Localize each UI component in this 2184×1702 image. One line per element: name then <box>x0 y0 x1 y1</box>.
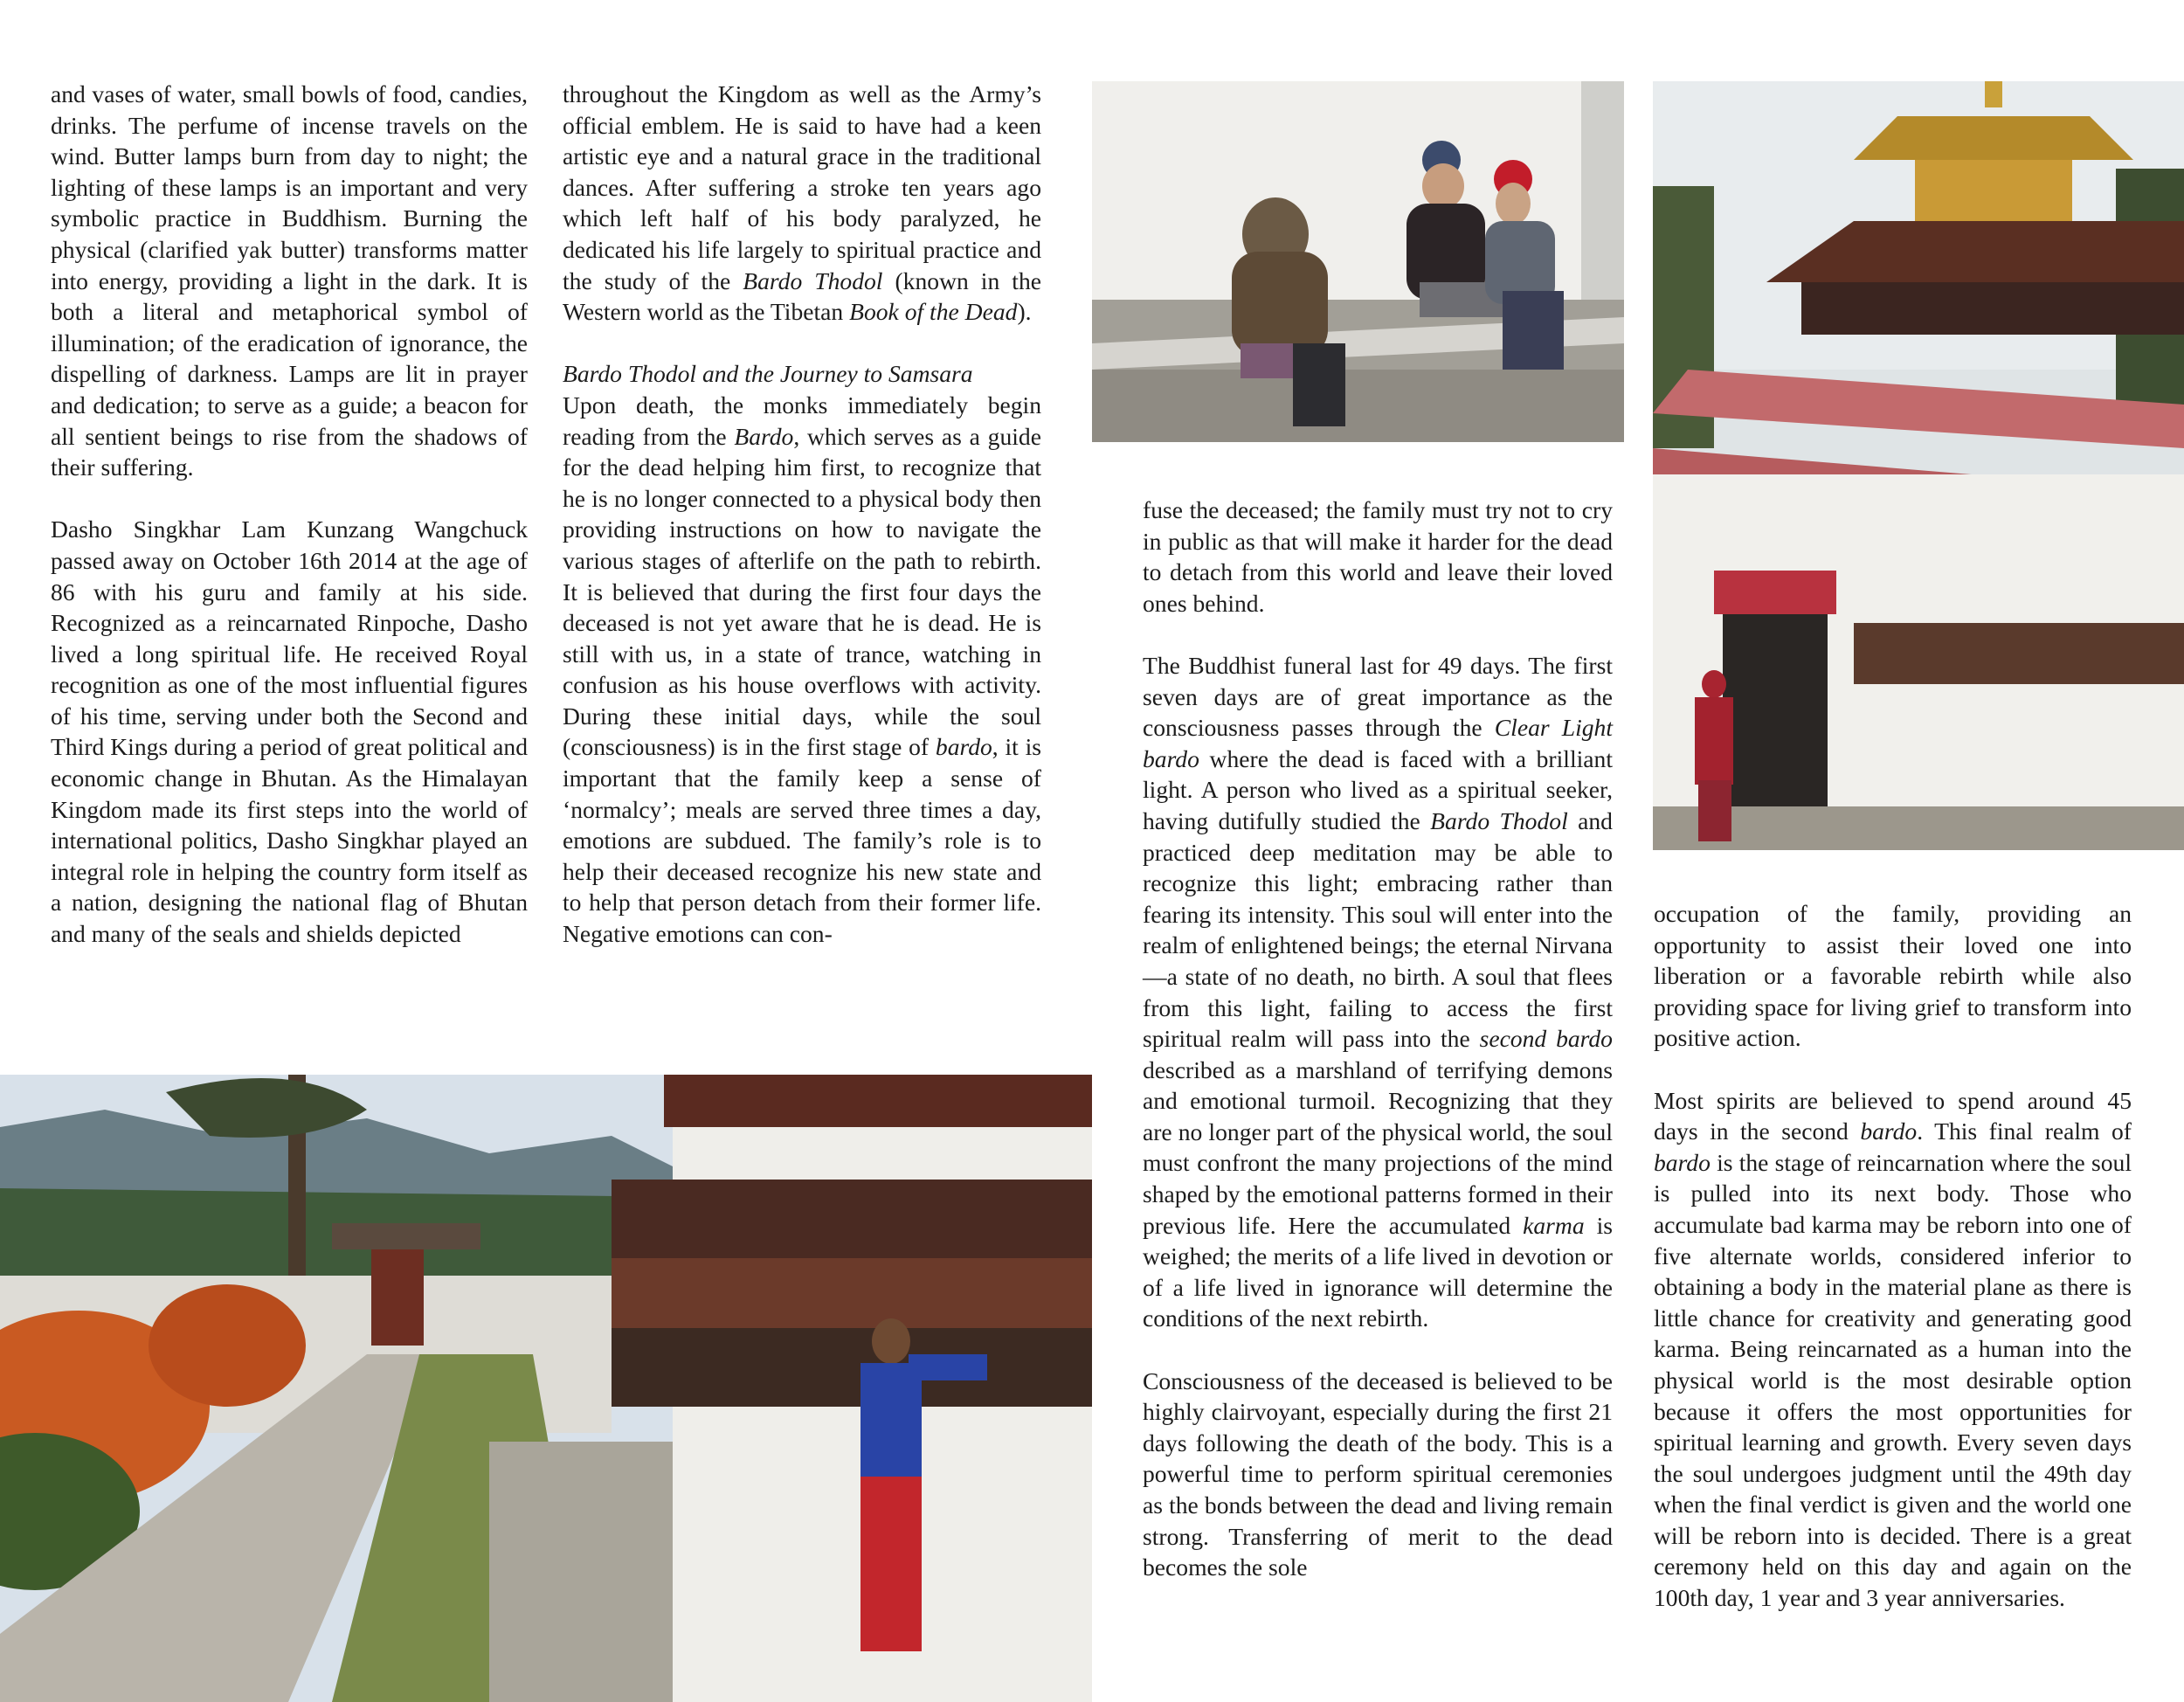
paragraph: Consciousness of the deceased is believed to be highly clairvoyant, especially during the first 21 days following the death of the body. This is a powerful time to perform spiritual ceremonies as the bonds between the dead and living remain strong. Transferring of merit to the dead becomes the sole <box>1143 1366 1613 1581</box>
section-heading: Bardo Thodol and the Journey to Samsara <box>563 360 973 388</box>
paragraph: throughout the Kingdom as well as the Army’s official emblem. He is said to have had a keen artistic eye and a natural grace in the traditional dances. After suffering a stroke ten years ago which left half of his body paralyzed, he dedicated his life largely to spiritual practice and the study of the Bardo Thodol (known in the Western world as the Tibetan Book of the Dead). <box>563 80 1041 326</box>
paragraph: Upon death, the monks immediately begin reading from the Bardo, which serves as a guide for the dead helping him first, to recognize that he is no longer connected to a physical body then providing instructions on how to navigate the various stages of afterlife on the path to rebirth. It is believed that during the first four days the deceased is not yet aware that he is dead. He is still with us, in a state of trance, watching in confusion as his house overflows with activity. During these initial days, while the soul (consciousness) is in the first stage of bardo, it is important that the family keep a sense of ‘normalcy’; meals are served three times a day, emotions are subdued. The family’s role is to help their deceased recognize his new state and to help that person detach from their former life. Negative emotions can con- <box>563 391 1041 948</box>
paragraph: occupation of the family, providing an opportunity to assist their loved one into liberation or a favorable rebirth while also providing space for living grief to transform into positive action. <box>1654 900 2132 1052</box>
text-column-2 <box>563 79 1041 950</box>
paragraph: Most spirits are believed to spend around 45 days in the second bardo. This final realm of bardo is the stage of reincarnation where the soul is pulled into its next body. Those who accumulate bad karma may be reborn into one of five alternate worlds, considered inferior to obtaining a body in the material plane as there is little chance for creativity and generating good karma. Being reincarnated as a human into the physical world is the most desirable option because it offers the most opportunities for spiritual learning and growth. Every seven days the soul undergoes judgment until the 49th day when the final verdict is given and the world one will be reborn into is decided. There is a great ceremony held on this day and again on the 100th day, 1 year and 3 year anniversaries. <box>1654 1086 2132 1612</box>
photo-boy-prayer-wheels <box>0 1075 1092 1702</box>
paragraph: and vases of water, small bowls of food, candies, drinks. The perfume of incense travels on the wind. Butter lamps burn from day to night; the lighting of these lamps is an important and very symbolic practice in Buddhism. Burning the physical (clarified yak butter) transforms matter into energy, providing a light in the dark. It is both a literal and metaphorical symbol of illumination; of the eradication of ignorance, the dispelling of darkness. Lamps are lit in prayer and dedication; to serve as a guide; a beacon for all sentient beings to rise from the shadows of their suffering. <box>51 80 528 481</box>
paragraph: fuse the deceased; the family must try not to cry in public as that will make it harder for the dead to detach from this world and leave their loved ones behind. <box>1143 496 1613 617</box>
paragraph: Dasho Singkhar Lam Kunzang Wangchuck passed away on October 16th 2014 at the age of 86 with his guru and family at his side. Recognized as a reincarnated Rinpoche, Dasho lived a long spiritual life. He received Royal recognition as one of the most influential figures of his time, serving under both the Second and Third Kings during a period of great political and economic change in Bhutan. As the Himalayan Kingdom made its first steps into the world of international politics, Dasho Singkhar played an integral role in helping the country form itself as a nation, designing the national flag of Bhutan and many of the seals and shields depicted <box>51 515 528 948</box>
paragraph: The Buddhist funeral last for 49 days. The first seven days are of great importance as the consciousness passes through the Clear Light bardo where the dead is faced with a brilliant light. A person who lived as a spiritual seeker, having dutifully studied the Bardo Thodol and practiced deep meditation may be able to recognize this light; embracing rather than fearing its intensity. This soul will enter into the realm of enlightened beings; the eternal Nirvana—a state of no death, no birth. A soul that flees from this light, failing to access the first spiritual realm will pass into the second bardo described as a marshland of terrifying demons and emotional turmoil. Recognizing that they are no longer part of the physical world, the soul must confront the many projections of the mind shaped by the emotional patterns formed in their previous life. Here the accumulated karma is weighed; the merits of a life lived in devotion or of a life lived in ignorance will determine the conditions of the next rebirth. <box>1143 651 1614 1332</box>
text-column-4 <box>1654 898 2132 1614</box>
text-column-1 <box>51 79 528 950</box>
photo-elders-by-wall <box>1092 81 1624 442</box>
text-column-3 <box>1143 495 1613 1583</box>
photo-temple-red-roof <box>1653 81 2184 850</box>
